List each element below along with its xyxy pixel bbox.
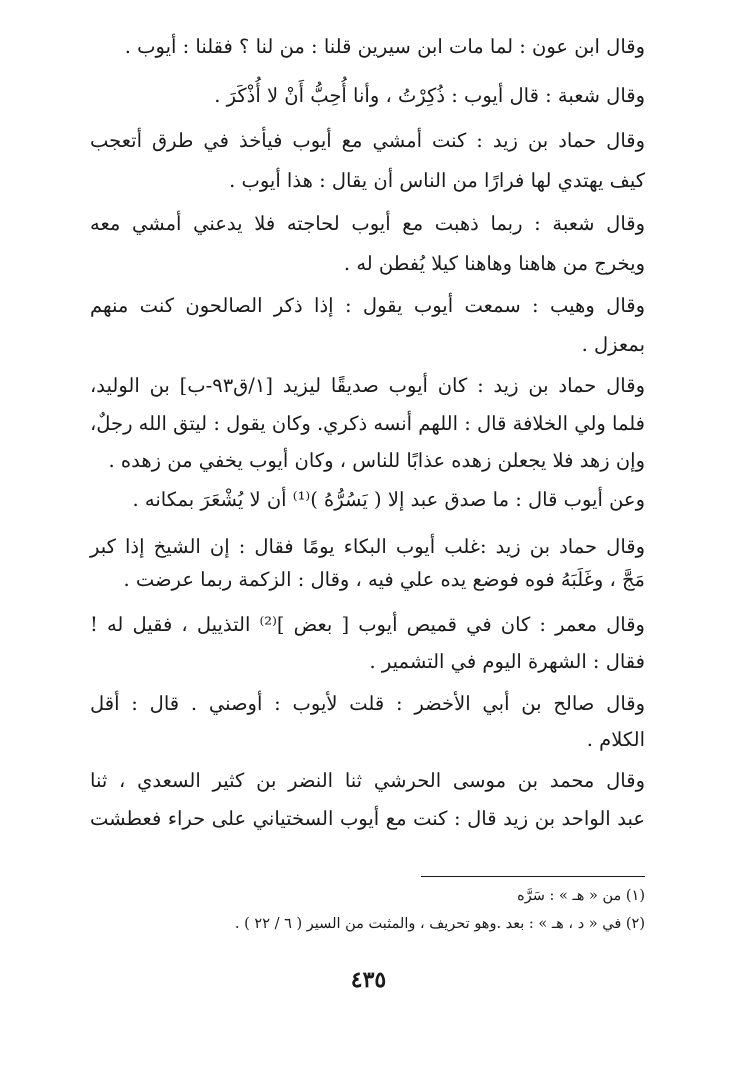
text-line: وقال معمر : كان في قميص أيوب [ بعض ]⁽²⁾ التذييل ، فقيل له ! [90, 613, 645, 636]
footnote-separator [421, 876, 645, 877]
text-line: وإن زهد فلا يجعلن زهده عذابًا للناس ، وكان أيوب يخفي من زهده . [108, 449, 645, 472]
text-line: كيف يهتدي لها فرارًا من الناس أن يقال : هذا أيوب . [229, 169, 645, 192]
text-line: ويخرج من هاهنا وهاهنا كيلا يُفطن له . [343, 252, 645, 275]
text-line: وقال وهيب : سمعت أيوب يقول : إذا ذكر الصالحون كنت منهم [90, 294, 645, 317]
text-line: مَجَّ ، وغَلَبَهُ فوه فوضع يده علي فيه ، وقال : الزكمة ربما عرضت . [123, 568, 645, 591]
text-line: وقال صالح بن أبي الأخضر : قلت لأيوب : أوصني . قال : أقل [90, 692, 645, 715]
text-line: فقال : الشهرة اليوم في التشمير . [369, 650, 645, 673]
text-line: وقال حماد بن زيد : كان أيوب صديقًا ليزيد [١/ق٩٣-ب] بن الوليد، [90, 374, 645, 397]
text-line: بمعزل . [581, 333, 645, 356]
text-line: فلما ولي الخلافة قال : اللهم أنسه ذكري. وكان يقول : ليتق الله رجلٌ، [89, 412, 645, 435]
text-line: وقال حماد بن زيد : كنت أمشي مع أيوب فيأخذ في طرق أتعجب [90, 129, 645, 152]
page-number: ٤٣٥ [350, 967, 387, 993]
text-line: وقال ابن عون : لما مات ابن سيرين قلنا : من لنا ؟ فقلنا : أيوب . [124, 35, 645, 58]
text-line: وقال حماد بن زيد :غلب أيوب البكاء يومًا فقال : إن الشيخ إذا كبر [90, 535, 645, 558]
footnote: (١) من « هـ » : سَرَّه [517, 888, 645, 904]
text-line: عبد الواحد بن زيد قال : كنت مع أيوب السختياني على حراء فعطشت [90, 807, 645, 830]
text-line: الكلام . [586, 728, 645, 751]
text-line: وقال شعبة : قال أيوب : ذُكِرْتُ ، وأنا أُحِبُّ أَنْ لا أُذْكَرَ . [214, 84, 645, 107]
text-line: وقال محمد بن موسى الحرشي ثنا النضر بن كثير السعدي ، ثنا [90, 769, 645, 792]
footnote: (٢) في « د ، هـ » : بعد .وهو تحريف ، والمثبت من السير ( ٦ / ٢٢ ) . [234, 916, 645, 932]
text-line: وقال شعبة : ربما ذهبت مع أيوب لحاجته فلا يدعني أمشي معه [90, 212, 645, 235]
text-line: وعن أيوب قال : ما صدق عبد إلا ( يَسُرُّهُ )⁽¹⁾ أن لا يُشْعَرَ بمكانه . [132, 488, 645, 511]
